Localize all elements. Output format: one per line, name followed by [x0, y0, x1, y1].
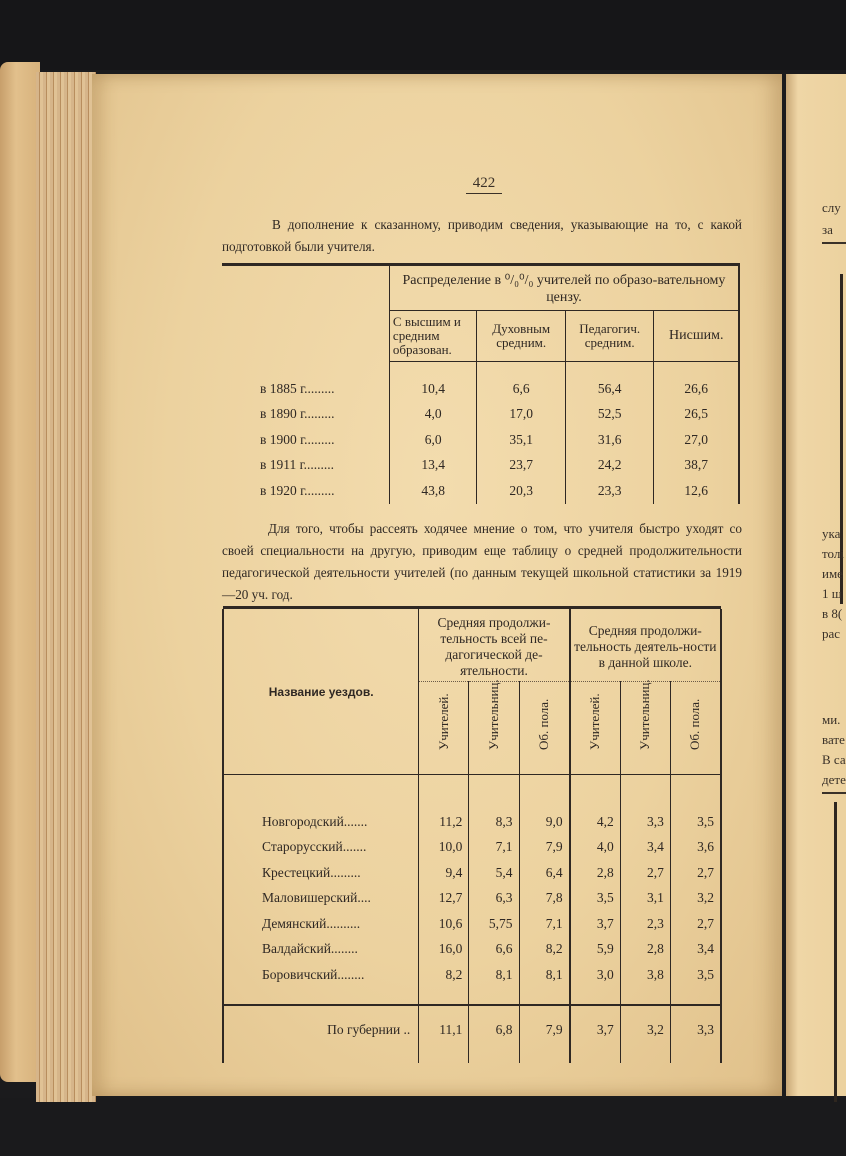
table2-cell: 2,8: [570, 860, 621, 886]
facing-page-fragment: вате: [822, 732, 845, 747]
background-top: [0, 0, 846, 70]
table1-cell: 31,6: [565, 427, 654, 453]
table2-spacer-row: [223, 775, 721, 810]
table1-cell: 24,2: [565, 453, 654, 479]
table1-column-header: Нисшим.: [654, 311, 739, 362]
facing-page: [786, 74, 846, 1096]
table2-total-cell: 6,8: [469, 1018, 519, 1044]
facing-page-fragment: В са: [822, 752, 846, 767]
table2-total-row: [223, 1018, 721, 1044]
table1-cell: 6,6: [477, 376, 565, 402]
table2-cell: 12,7: [419, 886, 469, 912]
table1-cell: 35,1: [477, 427, 565, 453]
table2-row: [223, 962, 721, 988]
table2-subheader: Учителей.: [570, 682, 621, 775]
table2-name-header: Название уездов.: [223, 609, 419, 775]
facing-page-fragment: рас: [822, 626, 841, 641]
facing-page-fragment: за: [822, 222, 833, 237]
table2-cell: 3,5: [670, 809, 721, 835]
table2-cell: 3,3: [620, 809, 670, 835]
table2-row: [223, 886, 721, 912]
table1-column-header: Педагогич. средним.: [565, 311, 654, 362]
table2-cell: 3,8: [620, 962, 670, 988]
table2-subheader: Учительниц.: [620, 682, 670, 775]
table2-cell: 8,1: [519, 962, 570, 988]
table2-cell: 8,2: [419, 962, 469, 988]
table2-group-header-total: Средняя продолжи-тельность всей пе-дагогической де-ятельности.: [419, 609, 570, 682]
table1-cell: 26,5: [654, 402, 739, 428]
table1-spacer-row: [222, 362, 739, 377]
facing-page-fragment: дете: [822, 772, 846, 787]
table2-cell: 2,7: [620, 860, 670, 886]
table1-cell: 17,0: [477, 402, 565, 428]
table1-cell: 52,5: [565, 402, 654, 428]
table2-group-header-school: Средняя продолжи-тельность деятель-ности в данной школе.: [570, 609, 721, 682]
table2-cell: 4,0: [570, 835, 621, 861]
table2-cell: 2,7: [670, 860, 721, 886]
table1-cell: 4,0: [389, 402, 477, 428]
facing-page-fragment: ми.: [822, 712, 841, 727]
table1-cell: 13,4: [389, 453, 477, 479]
table2-cell: 3,4: [670, 937, 721, 963]
table2-cell: 7,9: [519, 835, 570, 861]
facing-page-fragment: толі: [822, 546, 844, 561]
teaching-duration-table: [222, 606, 722, 1063]
second-paragraph: Для того, чтобы рассеять ходячее мнение о том, что учителя быстро уходят со своей специальности на другую, приводим еще таблицу о средней продолжительности педагогической деятельности учителей (по данным текущей школьной статистики за 1919—20 уч. год.: [222, 521, 742, 602]
table2-cell: 7,1: [519, 911, 570, 937]
table1-row: [222, 402, 739, 428]
page-number: 422: [466, 175, 502, 194]
table2-cell: 5,4: [469, 860, 519, 886]
table1-column-header: С высшим и средним образован.: [389, 311, 477, 362]
table2-cell: 11,2: [419, 809, 469, 835]
intro-paragraph: В дополнение к сказанному, приводим сведения, указывающие на то, с какой подготовкой были учителя.: [222, 217, 742, 254]
table2-cell: 3,2: [670, 886, 721, 912]
table2-subheader: Об. пола.: [670, 682, 721, 775]
table2-total-cell: 11,1: [419, 1018, 469, 1044]
table2-subheader: Учителей.: [419, 682, 469, 775]
facing-page-rule: [822, 242, 846, 244]
table2-subheader: Об. пола.: [519, 682, 570, 775]
table1-group-header: Распределение в ⁰/₀⁰/₀ учителей по образо-вательному цензу.: [389, 265, 739, 311]
table2-cell: 2,8: [620, 937, 670, 963]
facing-page-rule: [822, 792, 846, 794]
table2-cell: 4,2: [570, 809, 621, 835]
table2-cell: 3,1: [620, 886, 670, 912]
table2-cell: 8,1: [469, 962, 519, 988]
table2-cell: 8,3: [469, 809, 519, 835]
year-label: в 1885 г.........: [260, 380, 335, 396]
table2-cell: 9,0: [519, 809, 570, 835]
table2-total-cell: 3,2: [620, 1018, 670, 1044]
table2-cell: 3,5: [670, 962, 721, 988]
table1-row: [222, 427, 739, 453]
table2-total-rule: [223, 1005, 721, 1018]
table1-cell: 26,6: [654, 376, 739, 402]
table2-cell: 6,4: [519, 860, 570, 886]
district-name: Маловишерский....: [223, 886, 419, 912]
facing-page-fragment: в 8(: [822, 606, 843, 621]
table2-subheader: Учительниц.: [469, 682, 519, 775]
facing-page-fragment: 1 ш: [822, 586, 842, 601]
table2-row: [223, 911, 721, 937]
table2-row: [223, 835, 721, 861]
table2-cell: 5,9: [570, 937, 621, 963]
district-name: Крестецкий.........: [223, 860, 419, 886]
table2-cell: 3,5: [570, 886, 621, 912]
table2-row: [223, 937, 721, 963]
table2-spacer-row: [223, 1043, 721, 1063]
table2-cell: 8,2: [519, 937, 570, 963]
table2-cell: 7,1: [469, 835, 519, 861]
year-label: в 1890 г.........: [260, 406, 335, 422]
table1-row: [222, 453, 739, 479]
table1-cell: 20,3: [477, 478, 565, 504]
education-distribution-table: [222, 263, 740, 504]
table2-cell: 10,0: [419, 835, 469, 861]
table1-cell: 23,3: [565, 478, 654, 504]
table2-cell: 3,4: [620, 835, 670, 861]
table2-row: [223, 860, 721, 886]
facing-page-table-line: [834, 802, 837, 1102]
table2-cell: 6,3: [469, 886, 519, 912]
table2-cell: 10,6: [419, 911, 469, 937]
table1-row: [222, 478, 739, 504]
district-name: Старорусский.......: [223, 835, 419, 861]
year-label: в 1900 г.........: [260, 431, 335, 447]
table2-total-cell: 7,9: [519, 1018, 570, 1044]
year-label: в 1920 г.........: [260, 482, 335, 498]
table2-cell: 3,6: [670, 835, 721, 861]
table1-cell: 10,4: [389, 376, 477, 402]
book-cover-edge: [0, 62, 40, 1082]
table1-cell: 38,7: [654, 453, 739, 479]
table2-spacer-row: [223, 988, 721, 1005]
district-name: Новгородский.......: [223, 809, 419, 835]
table1-row: [222, 376, 739, 402]
table2-cell: 2,7: [670, 911, 721, 937]
table1-cell: 43,8: [389, 478, 477, 504]
table2-cell: 6,6: [469, 937, 519, 963]
table1-corner-cell: [222, 265, 389, 362]
table2-cell: 3,7: [570, 911, 621, 937]
table2-total-cell: 3,7: [570, 1018, 621, 1044]
table2-cell: 16,0: [419, 937, 469, 963]
table1-cell: 23,7: [477, 453, 565, 479]
table2-cell: 9,4: [419, 860, 469, 886]
table1-cell: 6,0: [389, 427, 477, 453]
facing-page-fragment: ука: [822, 526, 841, 541]
table1-cell: 27,0: [654, 427, 739, 453]
background-bottom: [0, 1098, 846, 1156]
total-label: По губернии ..: [223, 1018, 419, 1044]
table1-cell: 12,6: [654, 478, 739, 504]
district-name: Валдайский........: [223, 937, 419, 963]
facing-page-fragment: име: [822, 566, 843, 581]
district-name: Боровичский........: [223, 962, 419, 988]
table1-column-header: Духовным средним.: [477, 311, 565, 362]
page-stack-edges: [36, 72, 96, 1102]
facing-page-fragment: слу: [822, 200, 841, 215]
year-label: в 1911 г.........: [260, 457, 335, 473]
district-name: Демянский..........: [223, 911, 419, 937]
table1-cell: 56,4: [565, 376, 654, 402]
table2-cell: 2,3: [620, 911, 670, 937]
table2-cell: 5,75: [469, 911, 519, 937]
table2-cell: 7,8: [519, 886, 570, 912]
table2-row: [223, 809, 721, 835]
table2-cell: 3,0: [570, 962, 621, 988]
table2-total-cell: 3,3: [670, 1018, 721, 1044]
